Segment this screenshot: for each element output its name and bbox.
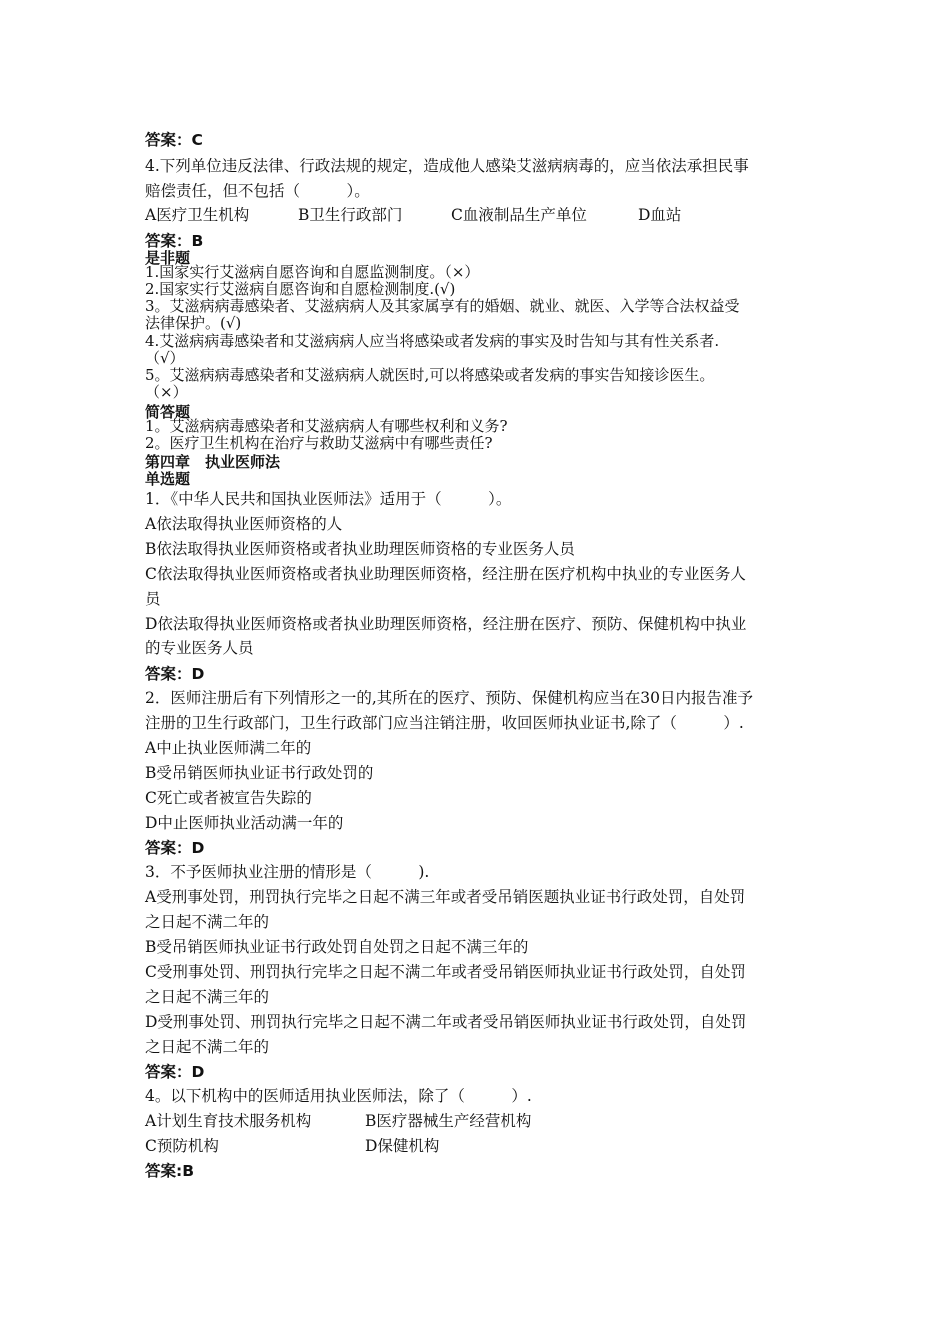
q3-option-a-line-2: 之日起不满二年的 xyxy=(145,913,270,931)
answer-b: 答案：B xyxy=(145,232,204,250)
q1-answer: 答案：D xyxy=(145,665,205,683)
q4b-option-d: D保健机构 xyxy=(365,1137,440,1155)
tf-line-7: 5。艾滋病病毒感染者和艾滋病病人就医时,可以将感染或者发病的事实告知接诊医生。 xyxy=(145,366,715,384)
q4b-answer: 答案:B xyxy=(145,1162,195,1180)
tf-line-8: （×） xyxy=(145,383,188,401)
q4b-stem: 4。以下机构中的医师适用执业医师法，除了（ ）. xyxy=(145,1087,532,1105)
q3-option-a-line-1: A受刑事处罚，刑罚执行完毕之日起不满三年或者受吊销医题执业证书行政处罚，自处罚 xyxy=(145,888,746,906)
option-d: D血站 xyxy=(638,206,682,224)
true-false-title: 是非题 xyxy=(145,249,191,267)
q1-option-c-line-2: 员 xyxy=(145,590,161,608)
question-4-options xyxy=(145,203,817,223)
q1-option-d-line-2: 的专业医务人员 xyxy=(145,639,254,657)
tf-line-4: 法律保护。(√) xyxy=(145,314,242,332)
answer-c: 答案：C xyxy=(145,131,203,149)
q3-option-d-line-1: D受刑事处罚、刑罚执行完毕之日起不满二年或者受吊销医师执业证书行政处罚，自处罚 xyxy=(145,1013,747,1031)
q3-stem: 3．不予医师执业注册的情形是（ ). xyxy=(145,863,430,881)
q2-option-a: A中止执业医师满二年的 xyxy=(145,739,312,757)
short-answer-title: 简答题 xyxy=(145,403,191,421)
q1-option-b: B依法取得执业医师资格或者执业助理医师资格的专业医务人员 xyxy=(145,540,575,558)
tf-line-5: 4.艾滋病病毒感染者和艾滋病病人应当将感染或者发病的事实及时告知与其有性关系者. xyxy=(145,332,720,350)
q4b-option-b: B医疗器械生产经营机构 xyxy=(365,1112,532,1130)
q1-option-d-line-1: D依法取得执业医师资格或者执业助理医师资格，经注册在医疗、预防、保健机构中执业 xyxy=(145,615,747,633)
q4b-option-a: A计划生育技术服务机构 xyxy=(145,1112,312,1130)
q3-option-b: B受吊销医师执业证书行政处罚自处罚之日起不满三年的 xyxy=(145,938,529,956)
q2-stem-line-2: 注册的卫生行政部门，卫生行政部门应当注销注册，收回医师执业证书,除了（ ）. xyxy=(145,714,744,732)
q1-stem: 1．《中华人民共和国执业医师法》适用于（ ）。 xyxy=(145,490,512,508)
q4b-options-row-1 xyxy=(145,1109,817,1129)
q4b-options-row-2 xyxy=(145,1134,817,1154)
tf-line-2: 2.国家实行艾滋病自愿咨询和自愿检测制度.(√) xyxy=(145,280,456,298)
q3-answer: 答案：D xyxy=(145,1063,205,1081)
q4b-option-c: C预防机构 xyxy=(145,1137,219,1155)
q1-option-a: A依法取得执业医师资格的人 xyxy=(145,515,343,533)
q3-option-c-line-1: C受刑事处罚、刑罚执行完毕之日起不满二年或者受吊销医师执业证书行政处罚，自处罚 xyxy=(145,963,746,981)
chapter-4-title: 第四章 执业医师法 xyxy=(145,453,281,471)
sa-line-1: 1。艾滋病病毒感染者和艾滋病病人有哪些权利和义务? xyxy=(145,417,508,435)
q2-option-c: C死亡或者被宣告失踪的 xyxy=(145,789,312,807)
question-4-line-1: 4.下列单位违反法律、行政法规的规定，造成他人感染艾滋病病毒的，应当依法承担民事 xyxy=(145,157,749,175)
q2-option-b: B受吊销医师执业证书行政处罚的 xyxy=(145,764,374,782)
option-b: B卫生行政部门 xyxy=(298,206,403,224)
q2-answer: 答案：D xyxy=(145,839,205,857)
q1-option-c-line-1: C依法取得执业医师资格或者执业助理医师资格，经注册在医疗机构中执业的专业医务人 xyxy=(145,565,746,583)
q3-option-d-line-2: 之日起不满二年的 xyxy=(145,1038,270,1056)
q2-stem-line-1: 2．医师注册后有下列情形之一的,其所在的医疗、预防、保健机构应当在30日内报告准予 xyxy=(145,689,754,707)
option-a: A医疗卫生机构 xyxy=(145,206,250,224)
tf-line-3: 3。艾滋病病毒感染者、艾滋病病人及其家属享有的婚姻、就业、就医、入学等合法权益受 xyxy=(145,297,740,315)
q2-option-d: D中止医师执业活动满一年的 xyxy=(145,814,344,832)
tf-line-1: 1.国家实行艾滋病自愿咨询和自愿监测制度。（×） xyxy=(145,263,480,281)
tf-line-6: （√） xyxy=(145,349,185,367)
question-4-line-2: 赔偿责任，但不包括（ ）。 xyxy=(145,182,370,200)
q3-option-c-line-2: 之日起不满三年的 xyxy=(145,988,270,1006)
option-c: C血液制品生产单位 xyxy=(451,206,587,224)
sa-line-2: 2。医疗卫生机构在治疗与救助艾滋病中有哪些责任? xyxy=(145,434,493,452)
single-choice-title: 单选题 xyxy=(145,470,191,488)
